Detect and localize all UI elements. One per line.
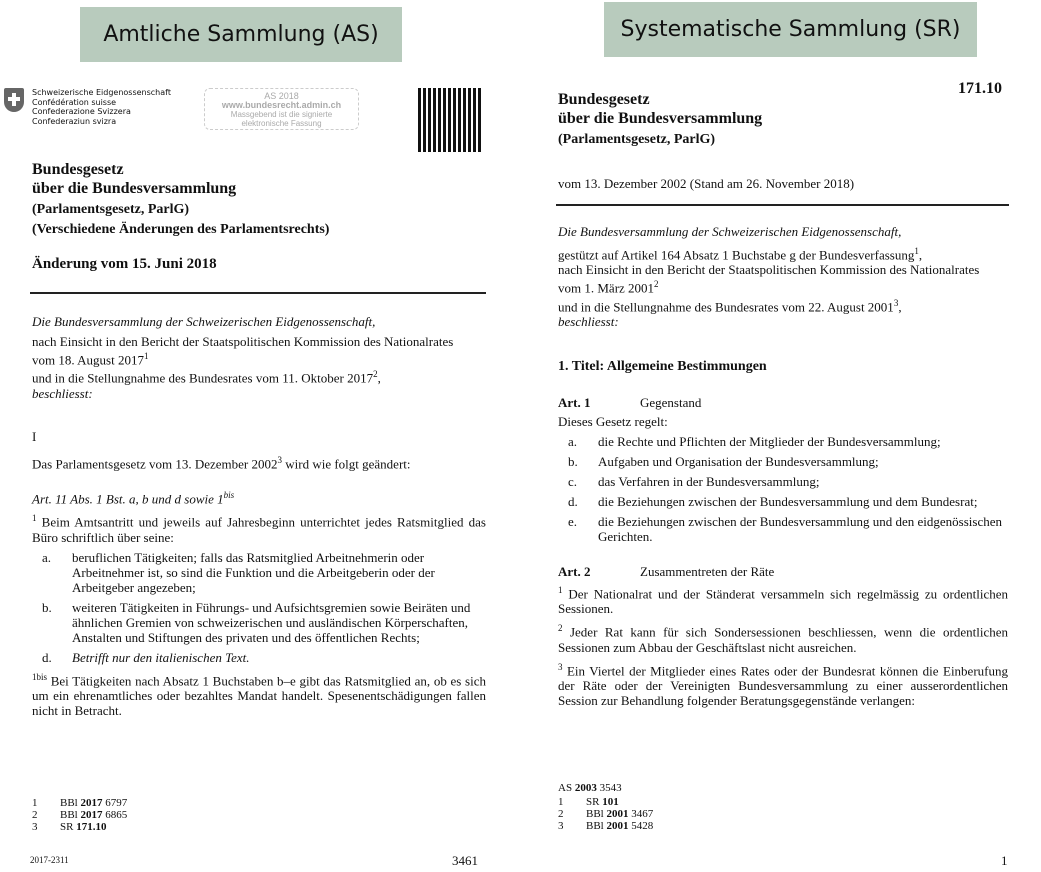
text: BBl — [586, 820, 607, 832]
text: und in die Stellungnahme des Bundesrates vom 22. August 2001 — [558, 298, 894, 314]
sr-body — [558, 224, 1008, 708]
text: Ein Viertel der Mitglieder eines Rates oder der Bundesrat können die Einberufung der Räte oder der Vereinigten Bundesversammlung zu einer ausserordentlichen Session zur Behandlung folgender Beratungsgegenstände verlangen: — [558, 662, 1008, 708]
text: SR — [60, 821, 77, 833]
list-item — [558, 434, 1008, 449]
text: die Beziehungen zwischen der Bundesversammlung und den eidgenössischen Gerichten. — [598, 513, 1002, 544]
text: 2017 — [80, 809, 103, 821]
subtitle: (Parlamentsgesetz, ParlG) — [32, 202, 190, 217]
text: , — [898, 298, 902, 314]
text: 2003 — [574, 782, 597, 794]
as-body — [32, 314, 486, 718]
text: 1 — [32, 797, 38, 809]
text: 3 — [558, 661, 563, 672]
subtitle: (Parlamentsgesetz, ParlG) — [558, 132, 716, 147]
title-line2: über die Bundesversammlung — [32, 180, 237, 197]
text: Massgebend ist die signierte — [230, 110, 333, 119]
text: Confederazione Svizzera — [32, 107, 131, 116]
text: 2 — [558, 623, 563, 634]
text: 3 — [32, 821, 38, 833]
preamble-italic: Die Bundesversammlung der Schweizerischen Eidgenossenschaft, — [558, 224, 902, 239]
footnote — [32, 797, 127, 809]
label-systematische-sammlung: Systematische Sammlung (SR) — [604, 2, 977, 57]
as-reference — [558, 782, 653, 794]
text: Der Nationalrat und der Ständerat versammeln sich regelmässig zu ordentlichen Sessionen. — [558, 586, 1008, 617]
paragraph-1 — [32, 511, 486, 544]
preamble-line: nach Einsicht in den Bericht der Staatspolitischen Kommission des Nationalrates — [32, 334, 454, 349]
sr-page — [558, 90, 1008, 191]
text: und in die Stellungnahme des Bundesrates vom 11. Oktober 2017 — [32, 370, 374, 386]
preamble-line — [32, 367, 486, 385]
text: b. — [568, 453, 578, 469]
change-date: Änderung vom 15. Juni 2018 — [32, 256, 217, 272]
preamble-line — [32, 349, 486, 367]
label-amtliche-sammlung: Amtliche Sammlung (AS) — [80, 7, 402, 62]
text: SR — [586, 796, 603, 808]
text: 171.10 — [76, 821, 107, 833]
footnote — [558, 796, 653, 808]
text: 3 — [277, 454, 282, 465]
text: 1 — [143, 351, 149, 361]
subtitle-2: (Verschiedene Änderungen des Parlamentsrechts) — [32, 222, 330, 237]
text: 2 — [373, 369, 378, 380]
article-heading — [32, 488, 486, 506]
list-item — [32, 650, 486, 665]
text: 3 — [893, 297, 899, 308]
qr-code — [418, 88, 482, 152]
list-item — [558, 474, 1008, 489]
article-2-heading — [558, 564, 1008, 579]
text: die Rechte und Pflichten der Mitglieder der Bundesversammlung; — [598, 433, 941, 449]
text: gestützt auf Artikel 164 Absatz 1 Buchstabe g der Bundesverfassung — [558, 247, 915, 263]
text: 3467 — [628, 808, 654, 820]
preamble-line: nach Einsicht in den Bericht der Staatspolitischen Kommission des Nationalrates — [558, 262, 980, 278]
decides: beschliesst: — [558, 313, 619, 329]
text: Zusammentreten der Räte — [640, 563, 775, 579]
as-footnotes — [32, 797, 127, 833]
preamble-italic: Die Bundesversammlung der Schweizerischen Eidgenossenschaft, — [32, 314, 376, 329]
title: Bundesgesetz — [558, 91, 650, 108]
text: weiteren Tätigkeiten in Führungs- und Aufsichtsgremien sowie Beiräten und ähnlichen Gremien von schweizerischen und ausländischen Körperschaften, Anstalten und Stiftungen des privaten und des öffentlichen Rechts; — [72, 599, 471, 645]
preamble-line — [558, 296, 1008, 314]
text: 5428 — [628, 820, 654, 832]
text: e. — [568, 513, 578, 529]
text: , — [377, 370, 381, 386]
text: Art. 2 — [558, 563, 591, 579]
text: a. — [568, 433, 578, 449]
text: d. — [568, 493, 578, 509]
text: a. — [42, 549, 52, 565]
text: Aufgaben und Organisation der Bundesversammlung; — [598, 453, 879, 469]
text: bis — [223, 489, 235, 500]
federation-names — [32, 88, 171, 126]
divider — [556, 204, 1009, 206]
text: Betrifft nur den italienischen Text. — [72, 649, 250, 665]
text: Gegenstand — [640, 394, 702, 410]
text: Art. 11 Abs. 1 Bst. a, b und d sowie 1 — [32, 491, 224, 507]
text: b. — [42, 599, 52, 615]
text: AS — [558, 782, 575, 794]
text: wird wie folgt geändert: — [281, 455, 411, 471]
text: c. — [568, 473, 578, 489]
text: 3 — [558, 820, 564, 832]
text: 101 — [602, 796, 619, 808]
text: das Verfahren in der Bundesversammlung; — [598, 473, 820, 489]
text: BBl — [586, 808, 607, 820]
page-number: 1 — [1001, 853, 1008, 868]
footnote — [558, 808, 653, 820]
footnote — [32, 809, 127, 821]
list-item — [558, 454, 1008, 469]
text: , — [918, 247, 923, 263]
article-1-intro: Dieses Gesetz regelt: — [558, 413, 668, 429]
sr-number: 171.10 — [958, 80, 1002, 97]
text: Jeder Rat kann für sich Sondersessionen beschliessen, wenn die ordentlichen Sessionen zum Abbau der Geschäftslast nicht ausreichen. — [558, 624, 1008, 655]
text: Confederaziun svizra — [32, 116, 117, 126]
text: vom 18. August 2017 — [32, 352, 144, 368]
text: Schweizerische Eidgenossenschaft — [32, 88, 171, 97]
section-roman: I — [32, 428, 37, 444]
divider — [30, 292, 486, 294]
list-item — [558, 494, 1008, 509]
swiss-coat-of-arms-icon — [4, 88, 24, 112]
text: 2 — [654, 279, 659, 290]
text: 6865 — [102, 809, 128, 821]
text: Confédération suisse — [32, 97, 117, 107]
text: 1bis — [32, 671, 48, 682]
list-item — [32, 600, 486, 645]
list-item — [32, 550, 486, 595]
title: Bundesgesetz — [32, 161, 124, 178]
text: 2001 — [606, 820, 629, 832]
text: Art. 1 — [558, 394, 591, 410]
text: www.bundesrecht.admin.ch — [221, 100, 342, 110]
text: Bei Tätigkeiten nach Absatz 1 Buchstaben b–e gibt das Ratsmitglied an, ob es sich um ein ehrenamtliches oder bezahltes Mandat handelt. Spesenentschädigungen fallen nicht in Betracht. — [32, 672, 486, 718]
text: vom 1. März 2001 — [558, 280, 655, 296]
text: 6797 — [102, 797, 128, 809]
paragraph — [558, 621, 1008, 654]
preamble-line — [558, 244, 1008, 262]
title-line2: über die Bundesversammlung — [558, 110, 763, 127]
footnote — [558, 820, 653, 832]
text: die Beziehungen zwischen der Bundesversammlung und dem Bundesrat; — [598, 493, 978, 509]
list-item — [558, 514, 1008, 544]
document-number: 2017-2311 — [30, 855, 69, 865]
text: 2017 — [80, 797, 103, 809]
paragraph — [558, 660, 1008, 708]
text: Beim Amtsantritt und jeweils auf Jahresbeginn unterrichtet jedes Ratsmitglied das Büro schriftlich über seine: — [32, 514, 486, 545]
page-number: 3461 — [452, 853, 478, 868]
text: 1 — [558, 584, 563, 595]
intro — [32, 453, 486, 471]
text: AS 2018 — [264, 91, 299, 101]
text: 1 — [558, 796, 564, 808]
text: 2 — [558, 808, 564, 820]
text: 3543 — [596, 782, 622, 794]
text: BBl — [60, 809, 81, 821]
chapter-heading: 1. Titel: Allgemeine Bestimmungen — [558, 358, 767, 374]
text: Das Parlamentsgesetz vom 13. Dezember 2002 — [32, 455, 278, 471]
decides: beschliesst: — [32, 385, 93, 401]
article-1-heading — [558, 395, 1008, 410]
text: 2001 — [606, 808, 629, 820]
as-stamp — [204, 88, 359, 130]
text: elektronische Fassung — [241, 119, 322, 128]
as-page — [32, 160, 492, 274]
paragraph-1bis — [32, 670, 486, 718]
text: beruflichen Tätigkeiten; falls das Ratsmitglied Arbeitnehmerin oder Arbeitnehmer ist, so sind die Funktion und die Arbeitgeberin oder der Arbeitgeber angezeben; — [72, 549, 435, 595]
paragraph — [558, 583, 1008, 616]
preamble-line — [558, 277, 1008, 295]
text: 2 — [32, 809, 38, 821]
text: d. — [42, 649, 52, 665]
sr-footnotes — [558, 782, 653, 832]
footnote — [32, 821, 127, 833]
text: BBl — [60, 797, 81, 809]
text: 1 — [32, 513, 37, 524]
text: 1 — [914, 246, 919, 256]
date-status: vom 13. Dezember 2002 (Stand am 26. November 2018) — [558, 176, 855, 191]
